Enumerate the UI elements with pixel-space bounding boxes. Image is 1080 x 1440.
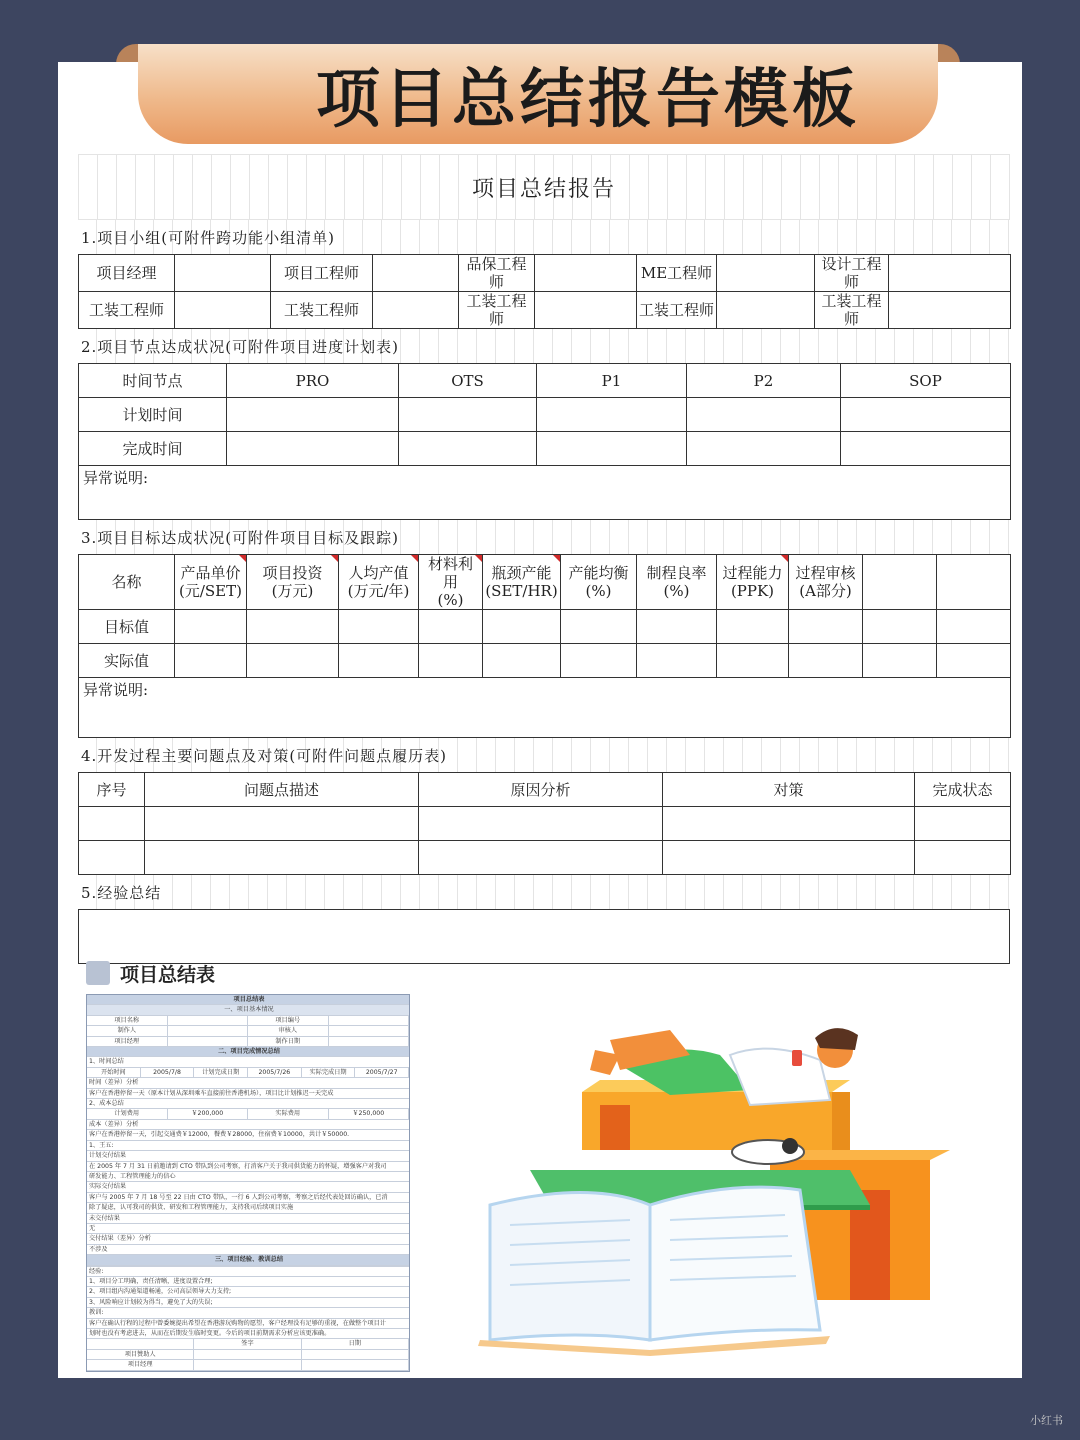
summary-line: 三、项目经验、教训总结 xyxy=(87,1255,409,1265)
milestone-header: P1 xyxy=(537,364,687,398)
summary-cell: 计划费用 xyxy=(87,1109,168,1118)
summary-square-icon xyxy=(86,961,110,985)
input-cell[interactable] xyxy=(663,807,915,841)
input-cell[interactable] xyxy=(937,610,1011,644)
input-cell[interactable] xyxy=(419,610,483,644)
team-role: 工装工程师 xyxy=(815,292,889,329)
section-4-heading: 4.开发过程主要问题点及对策(可附件问题点履历表) xyxy=(78,738,1010,772)
summary-line xyxy=(87,1360,409,1370)
summary-cell xyxy=(329,1026,410,1035)
summary-cell xyxy=(329,1016,410,1025)
input-cell[interactable] xyxy=(841,432,1011,466)
team-name-cell[interactable] xyxy=(535,255,637,292)
summary-line: 除了疑虑，认可我司的供货、研发和工程管理能力，支持我司后续项目实施 xyxy=(87,1203,409,1213)
input-cell[interactable] xyxy=(483,644,561,678)
milestone-actual-row xyxy=(79,432,1011,466)
summary-line: 1、项目分工明确，责任清晰，进度设置合理; xyxy=(87,1277,409,1287)
summary-line: 经验: xyxy=(87,1267,409,1277)
input-cell[interactable] xyxy=(399,398,537,432)
input-cell[interactable] xyxy=(79,807,145,841)
input-cell[interactable] xyxy=(175,644,247,678)
summary-line xyxy=(87,1037,409,1047)
summary-title: 项目总结表 xyxy=(120,963,216,986)
summary-cell: 项目经理 xyxy=(87,1360,194,1369)
issues-header: 对策 xyxy=(663,773,915,807)
goal-target-row xyxy=(79,610,1011,644)
row-label: 实际值 xyxy=(79,644,175,678)
summary-line: 交付结果（差异）分析 xyxy=(87,1234,409,1244)
milestone-header-row xyxy=(79,364,1011,398)
input-cell[interactable] xyxy=(227,398,399,432)
summary-line: 实际交付结果 xyxy=(87,1182,409,1192)
team-role: 工装工程师 xyxy=(79,292,175,329)
summary-cell: 开始时间 xyxy=(87,1068,141,1077)
summary-line: 划时也没有考虑进去，从而在后期发生临时变更。今后的项目前期需求分析应该更准确。 xyxy=(87,1329,409,1339)
goal-header-row xyxy=(79,555,1011,610)
summary-cell: 2005/7/27 xyxy=(355,1068,409,1077)
input-cell[interactable] xyxy=(637,610,717,644)
goal-header-empty xyxy=(863,555,937,610)
goal-header: 项目投资 (万元) xyxy=(247,555,339,610)
input-cell[interactable] xyxy=(247,610,339,644)
summary-cell xyxy=(302,1350,409,1359)
summary-line: 3、风险响应计划较为得当，避免了大的失误; xyxy=(87,1298,409,1308)
summary-line: 1、时间总结 xyxy=(87,1057,409,1067)
goal-header: 人均产值 (万元/年) xyxy=(339,555,419,610)
exception-note[interactable]: 异常说明: xyxy=(79,678,1011,738)
input-cell[interactable] xyxy=(937,644,1011,678)
team-role: ME工程师 xyxy=(637,255,717,292)
goal-note-row xyxy=(79,678,1011,738)
team-row-2 xyxy=(79,292,1011,329)
team-row-1 xyxy=(79,255,1011,292)
input-cell[interactable] xyxy=(419,644,483,678)
summary-cell xyxy=(168,1037,249,1046)
summary-cell: 签字 xyxy=(194,1339,301,1348)
summary-line: 一、项目基本情况 xyxy=(87,1005,409,1015)
input-cell[interactable] xyxy=(789,610,863,644)
input-cell[interactable] xyxy=(175,610,247,644)
row-label: 目标值 xyxy=(79,610,175,644)
issues-header: 序号 xyxy=(79,773,145,807)
team-name-cell[interactable] xyxy=(535,292,637,329)
summary-cell: 项目赞助人 xyxy=(87,1350,194,1359)
issues-header: 原因分析 xyxy=(419,773,663,807)
input-cell[interactable] xyxy=(247,644,339,678)
goal-header: 产能均衡 (%) xyxy=(561,555,637,610)
row-label: 计划时间 xyxy=(79,398,227,432)
summary-cell: 审核人 xyxy=(248,1026,329,1035)
report-title: 项目总结报告 xyxy=(78,154,1010,220)
goal-header: 制程良率 (%) xyxy=(637,555,717,610)
team-role: 品保工程师 xyxy=(459,255,535,292)
milestone-plan-row xyxy=(79,398,1011,432)
input-cell[interactable] xyxy=(841,398,1011,432)
team-name-cell[interactable] xyxy=(717,255,815,292)
input-cell[interactable] xyxy=(483,610,561,644)
team-role: 工装工程师 xyxy=(637,292,717,329)
input-cell[interactable] xyxy=(561,610,637,644)
team-role: 工装工程师 xyxy=(459,292,535,329)
input-cell[interactable] xyxy=(663,841,915,875)
summary-cell: 2005/7/26 xyxy=(248,1068,302,1077)
team-name-cell[interactable] xyxy=(717,292,815,329)
issues-table xyxy=(78,772,1011,875)
input-cell[interactable] xyxy=(915,807,1011,841)
summary-line: 无 xyxy=(87,1224,409,1234)
summary-cell xyxy=(168,1026,249,1035)
section-5-heading: 5.经验总结 xyxy=(78,875,1010,909)
summary-line: 客户在确认行程的过程中曾委婉提出希望在香港游玩购物的愿望，客户经理没有足够的重视，在做整个项目计 xyxy=(87,1319,409,1329)
goal-header: 过程审核 (A部分) xyxy=(789,555,863,610)
summary-cell: ￥200,000 xyxy=(168,1109,249,1118)
input-cell[interactable] xyxy=(79,841,145,875)
input-cell[interactable] xyxy=(339,644,419,678)
team-name-cell[interactable] xyxy=(889,292,1011,329)
reading-books-illustration xyxy=(470,1010,960,1360)
summary-line: 客户在香港停留一天（原本计划从深圳乘车直接前往香港机场），项目比计划推迟一天完成 xyxy=(87,1089,409,1099)
summary-cell: 项目名称 xyxy=(87,1016,168,1025)
input-cell[interactable] xyxy=(419,841,663,875)
goal-actual-row xyxy=(79,644,1011,678)
goal-table xyxy=(78,554,1011,738)
summary-cell: 2005/7/8 xyxy=(141,1068,195,1077)
input-cell[interactable] xyxy=(537,432,687,466)
summary-line xyxy=(87,1109,409,1119)
summary-line xyxy=(87,1350,409,1360)
input-cell[interactable] xyxy=(227,432,399,466)
summary-line xyxy=(87,1016,409,1026)
title-banner xyxy=(138,44,938,144)
section-3-heading: 3.项目目标达成状况(可附件项目目标及跟踪) xyxy=(78,520,1010,554)
summary-cell xyxy=(302,1360,409,1369)
summary-line xyxy=(87,1339,409,1349)
goal-header: 材料利用 (%) xyxy=(419,555,483,610)
report-form xyxy=(78,154,1010,964)
summary-line: 客户与 2005 年 7 月 18 号至 22 日由 CTO 带队，一行 6 人到公司考察，考察之后经代表处回访确认，已消 xyxy=(87,1193,409,1203)
summary-line: 二、项目完成情况总结 xyxy=(87,1047,409,1057)
input-cell[interactable] xyxy=(561,644,637,678)
summary-cell: 实际完成日期 xyxy=(302,1068,356,1077)
summary-line: 2、项目组内沟通渠道畅通，公司高层领导大力支持; xyxy=(87,1287,409,1297)
summary-sheet-preview xyxy=(86,958,412,1368)
input-cell[interactable] xyxy=(863,644,937,678)
goal-header: 瓶颈产能 (SET/HR) xyxy=(483,555,561,610)
summary-cell xyxy=(168,1016,249,1025)
summary-line: 1、王五: xyxy=(87,1141,409,1151)
summary-header xyxy=(86,958,412,988)
summary-cell: 项目经理 xyxy=(87,1037,168,1046)
summary-cell: 实际费用 xyxy=(248,1109,329,1118)
summary-line xyxy=(87,1026,409,1036)
team-role: 工装工程师 xyxy=(271,292,373,329)
issues-row xyxy=(79,807,1011,841)
summary-line: 客户在香港停留一天，引起交通费￥12000，餐费￥28000，住宿费￥10000，共计￥50000. xyxy=(87,1130,409,1140)
input-cell[interactable] xyxy=(717,610,789,644)
issues-header: 完成状态 xyxy=(915,773,1011,807)
goal-header-empty xyxy=(937,555,1011,610)
summary-cell xyxy=(194,1360,301,1369)
summary-cell xyxy=(87,1339,194,1348)
input-cell[interactable] xyxy=(863,610,937,644)
team-name-cell[interactable] xyxy=(889,255,1011,292)
input-cell[interactable] xyxy=(637,644,717,678)
team-name-cell[interactable] xyxy=(175,255,271,292)
input-cell[interactable] xyxy=(339,610,419,644)
summary-line: 时间（差异）分析 xyxy=(87,1078,409,1088)
summary-line: 计划交付结果 xyxy=(87,1151,409,1161)
team-table xyxy=(78,254,1011,329)
milestone-header: PRO xyxy=(227,364,399,398)
goal-header: 产品单价 (元/SET) xyxy=(175,555,247,610)
team-name-cell[interactable] xyxy=(373,255,459,292)
team-name-cell[interactable] xyxy=(175,292,271,329)
input-cell[interactable] xyxy=(537,398,687,432)
input-cell[interactable] xyxy=(789,644,863,678)
summary-line: 未交付结果 xyxy=(87,1214,409,1224)
summary-cell: 日期 xyxy=(302,1339,409,1348)
milestone-header: 时间节点 xyxy=(79,364,227,398)
summary-cell xyxy=(329,1037,410,1046)
goal-header: 过程能力 (PPK) xyxy=(717,555,789,610)
experience-summary-cell[interactable] xyxy=(79,910,1010,964)
summary-line: 不涉及 xyxy=(87,1245,409,1255)
summary-cell: 项目编号 xyxy=(248,1016,329,1025)
team-role: 项目经理 xyxy=(79,255,175,292)
section-1-heading: 1.项目小组(可附件跨功能小组清单) xyxy=(78,220,1010,254)
summary-cell xyxy=(194,1350,301,1359)
summary-line: 2、成本总结 xyxy=(87,1099,409,1109)
experience-table xyxy=(78,909,1010,964)
banner-title: 项目总结报告模板 xyxy=(316,63,860,137)
summary-cell: ￥250,000 xyxy=(329,1109,410,1118)
watermark: 小红书 xyxy=(1030,1414,1063,1427)
summary-line: 成本（差异）分析 xyxy=(87,1120,409,1130)
team-name-cell[interactable] xyxy=(373,292,459,329)
input-cell[interactable] xyxy=(419,807,663,841)
summary-line xyxy=(87,1068,409,1078)
milestone-note-row xyxy=(79,466,1011,520)
exception-note[interactable]: 异常说明: xyxy=(79,466,1011,520)
input-cell[interactable] xyxy=(399,432,537,466)
input-cell[interactable] xyxy=(145,841,419,875)
summary-cell: 制作人 xyxy=(87,1026,168,1035)
summary-line: 研发能力、工程管理能力的信心 xyxy=(87,1172,409,1182)
input-cell[interactable] xyxy=(145,807,419,841)
input-cell[interactable] xyxy=(915,841,1011,875)
milestone-header: OTS xyxy=(399,364,537,398)
issues-row xyxy=(79,841,1011,875)
summary-line: 项目总结表 xyxy=(87,995,409,1005)
team-role: 项目工程师 xyxy=(271,255,373,292)
issues-header-row xyxy=(79,773,1011,807)
milestone-header: P2 xyxy=(687,364,841,398)
section-2-heading: 2.项目节点达成状况(可附件项目进度计划表) xyxy=(78,329,1010,363)
summary-cell: 制作日期 xyxy=(248,1037,329,1046)
goal-header: 名称 xyxy=(79,555,175,610)
summary-cell: 计划完成日期 xyxy=(194,1068,248,1077)
milestone-header: SOP xyxy=(841,364,1011,398)
input-cell[interactable] xyxy=(687,432,841,466)
milestone-table xyxy=(78,363,1011,520)
summary-line: 在 2005 年 7 月 31 日前邀请到 CTO 带队到公司考察，打消客户关于我司供货能力的怀疑，增强客户对我司 xyxy=(87,1162,409,1172)
team-role: 设计工程师 xyxy=(815,255,889,292)
input-cell[interactable] xyxy=(687,398,841,432)
input-cell[interactable] xyxy=(717,644,789,678)
row-label: 完成时间 xyxy=(79,432,227,466)
summary-mini-table xyxy=(86,994,410,1372)
issues-header: 问题点描述 xyxy=(145,773,419,807)
summary-line: 教训: xyxy=(87,1308,409,1318)
